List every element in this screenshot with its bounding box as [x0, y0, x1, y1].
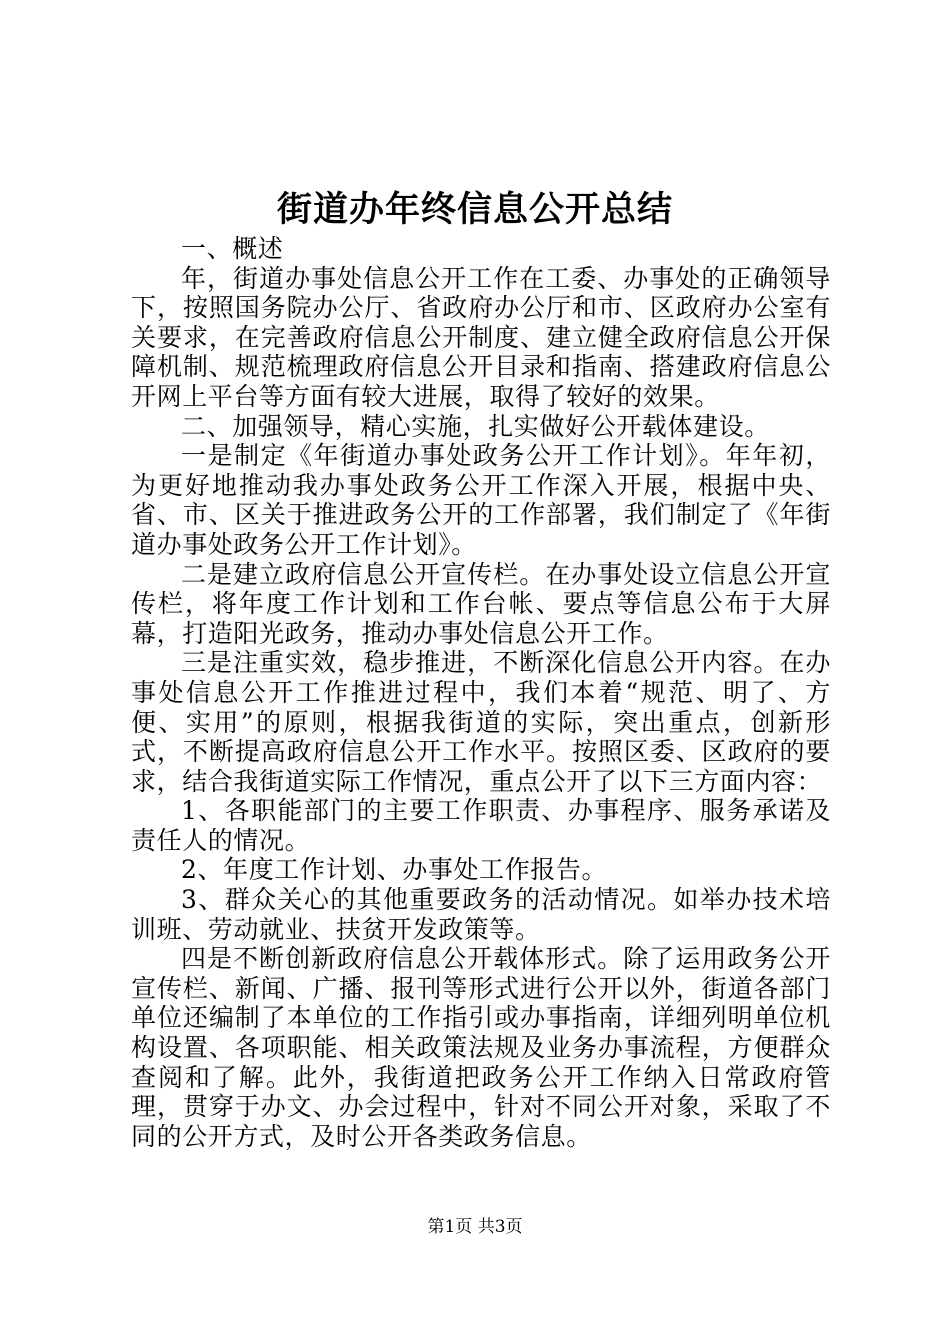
document-title: 街道办年终信息公开总结 [276, 189, 673, 230]
paragraph-point-three: 三是注重实效，稳步推进，不断深化信息公开内容。在办事处信息公开工作推进过程中，我们本着“规范、明了、方便、实用”的原则，根据我街道的实际，突出重点，创新形式，不断提高政府信息公开工作水平。按照区委、区政府的要求，结合我街道实际工作情况，重点公开了以下三方面内容： [131, 648, 831, 796]
paragraph-point-four: 四是不断创新政府信息公开载体形式。除了运用政务公开宣传栏、新闻、广播、报刊等形式进行公开以外，街道各部门单位还编制了本单位的工作指引或办事指南，详细列明单位机构设置、各项职能、相关政策法规及业务办事流程，方便群众查阅和了解。此外，我街道把政务公开工作纳入日常政府管理，贯穿于办文、办会过程中，针对不同公开对象，采取了不同的公开方式，及时公开各类政务信息。 [131, 944, 831, 1151]
paragraph-heading-overview: 一、概述 [181, 234, 284, 263]
paragraph-item-1: 1、各职能部门的主要工作职责、办事程序、服务承诺及责任人的情况。 [131, 796, 831, 855]
paragraph-heading-leadership: 二、加强领导，精心实施，扎实做好公开载体建设。 [181, 411, 770, 441]
paragraph-point-two: 二是建立政府信息公开宣传栏。在办事处设立信息公开宣传栏，将年度工作计划和工作台帐、要点等信息公布于大屏幕，打造阳光政务，推动办事处信息公开工作。 [131, 559, 831, 648]
paragraph-item-2: 2、年度工作计划、办事处工作报告。 [181, 855, 608, 885]
document-body [131, 234, 831, 1151]
page-number-footer: 第1页 共3页 [427, 1217, 523, 1237]
paragraph-point-one: 一是制定《年街道办事处政务公开工作计划》。年年初，为更好地推动我办事处政务公开工作深入开展，根据中央、省、市、区关于推进政务公开的工作部署，我们制定了《年街道办事处政务公开工作计划》。 [131, 441, 831, 559]
paragraph-overview: 年，街道办事处信息公开工作在工委、办事处的正确领导下，按照国务院办公厅、省政府办公厅和市、区政府办公室有关要求，在完善政府信息公开制度、建立健全政府信息公开保障机制、规范梳理政府信息公开目录和指南、搭建政府信息公开网上平台等方面有较大进展，取得了较好的效果。 [131, 263, 831, 411]
paragraph-item-3: 3、群众关心的其他重要政务的活动情况。如举办技术培训班、劳动就业、扶贫开发政策等。 [131, 885, 831, 944]
